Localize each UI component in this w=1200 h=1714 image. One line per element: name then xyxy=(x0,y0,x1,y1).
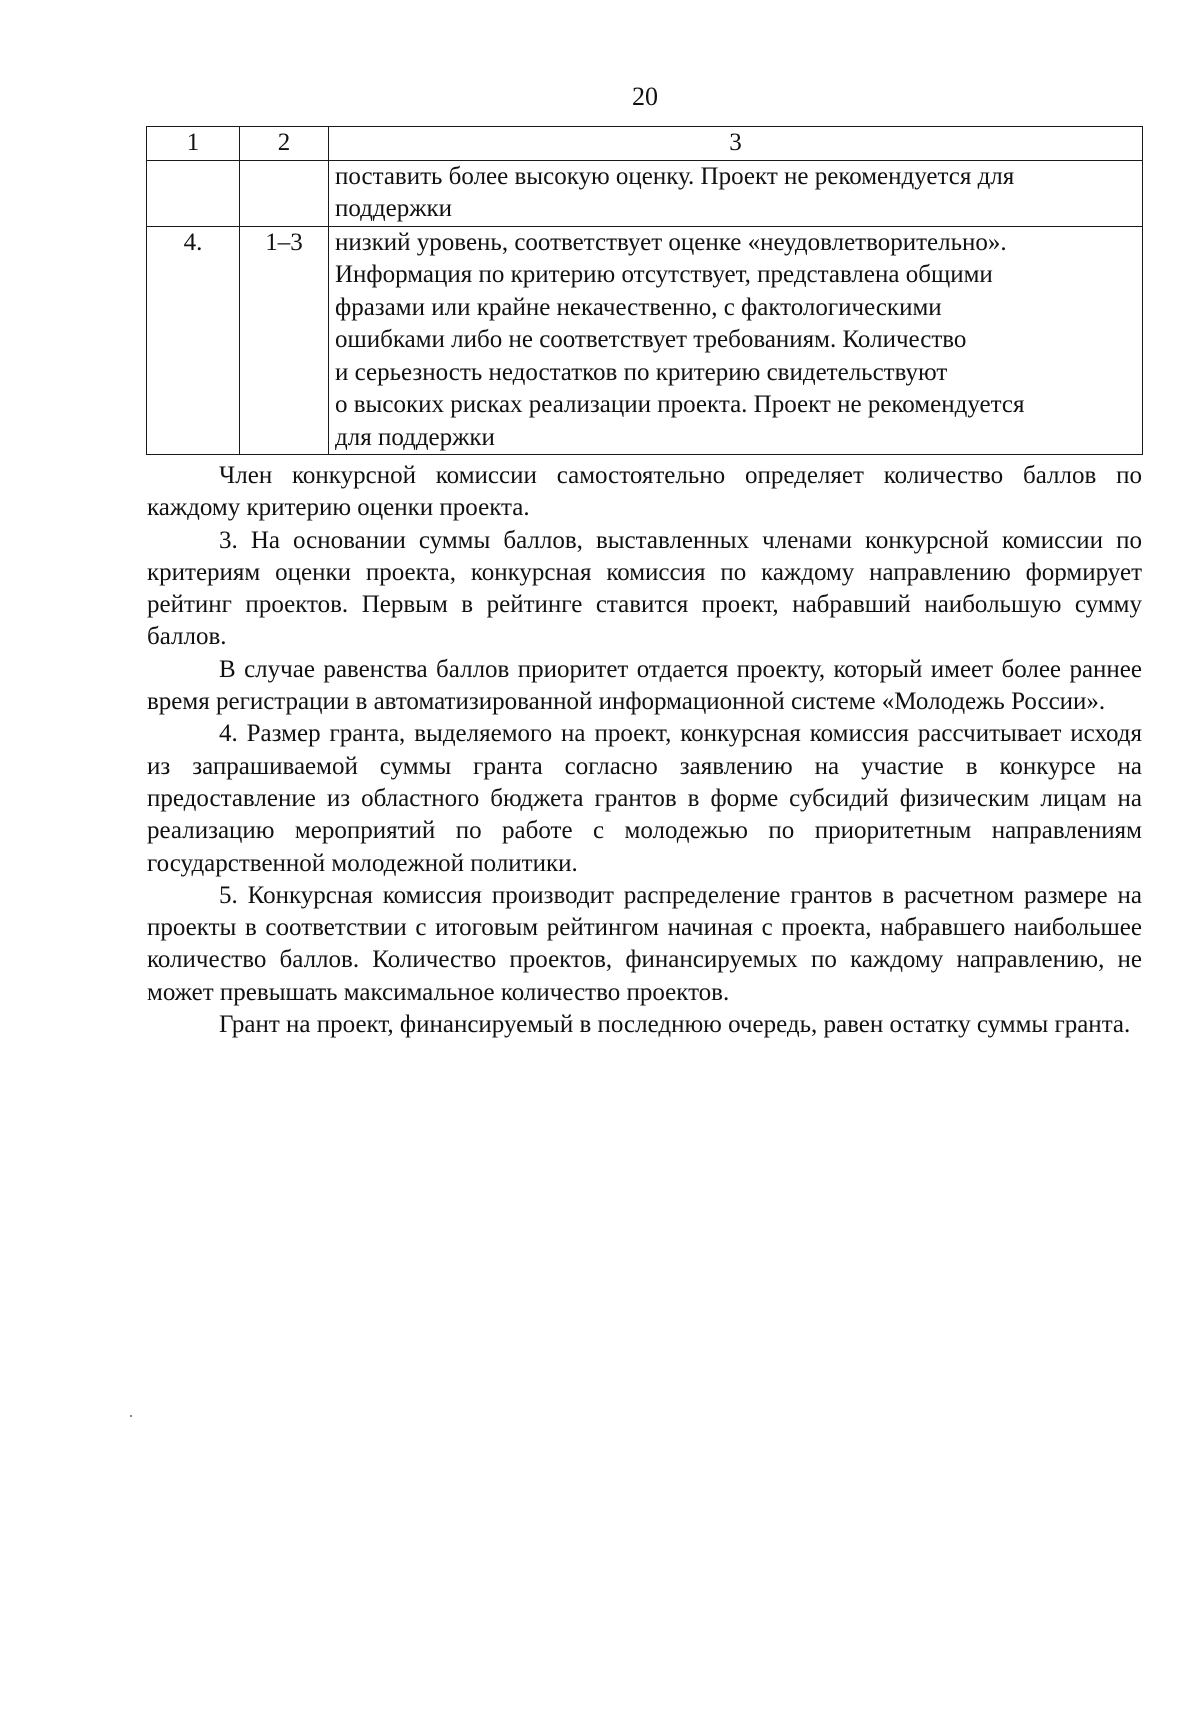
table-cell-description xyxy=(329,226,1143,455)
table-row xyxy=(147,160,1143,226)
table-cell-description: поставить более высокую оценку. Проект не рекомендуется для поддержки xyxy=(329,160,1143,226)
table-cell-line: о высоких рисках реализации проекта. Проект не рекомендуется xyxy=(335,391,1025,418)
table-cell-line: для поддержки xyxy=(335,423,495,451)
table-cell-score xyxy=(240,160,329,226)
paragraph: 5. Конкурсная комиссия производит распределение грантов в расчетном размере на проекты в соответствии с итоговым рейтингом начиная с проекта, набравшего наибольшее количество баллов. Количество проектов, финансируемых по каждому направлению, не может превышать максимальное количество проектов. xyxy=(147,881,1142,1006)
table-header-cell: 1 xyxy=(147,127,240,161)
table-cell-number: 4. xyxy=(147,226,240,455)
body-text xyxy=(147,460,1142,1041)
scan-speck xyxy=(130,1415,132,1417)
evaluation-table xyxy=(146,126,1143,455)
paragraph: Грант на проект, финансируемый в последнюю очередь, равен остатку суммы гранта. xyxy=(219,1011,1131,1039)
table-header-row xyxy=(147,127,1143,161)
table-cell-score: 1–3 xyxy=(240,226,329,455)
table-cell-line: фразами или крайне некачественно, с фактологическими xyxy=(335,293,942,321)
table-cell-line: низкий уровень, соответствует оценке «неудовлетворительно». xyxy=(335,228,1007,256)
paragraph: 3. На основании суммы баллов, выставленных членами конкурсной комиссии по критериям оценки проекта, конкурсная комиссия по каждому направлению формирует рейтинг проектов. Первым в рейтинге ставится проект, набравший наибольшую сумму баллов. xyxy=(147,526,1142,651)
table-cell-number xyxy=(147,160,240,226)
paragraph: Член конкурсной комиссии самостоятельно определяет количество баллов по каждому критерию оценки проекта. xyxy=(147,462,1142,522)
table-cell-line: и серьезность недостатков по критерию свидетельствуют xyxy=(335,358,948,386)
table-cell-line: Информация по критерию отсутствует, представлена общими xyxy=(335,261,993,288)
paragraph: 4. Размер гранта, выделяемого на проект, конкурсная комиссия рассчитывает исходя из запрашиваемой суммы гранта согласно заявлению на участие в конкурсе на предоставление из областного бюджета грантов в форме субсидий физическим лицам на реализацию мероприятий по работе с молодежью по приоритетным направлениям государственной молодежной политики. xyxy=(147,720,1142,877)
table-cell-line: ошибками либо не соответствует требованиям. Количество xyxy=(335,326,967,353)
page-number: 20 xyxy=(632,82,658,111)
table-row xyxy=(147,226,1143,455)
table-header-cell: 3 xyxy=(329,127,1143,161)
table-header-cell: 2 xyxy=(240,127,329,161)
paragraph: В случае равенства баллов приоритет отдается проекту, который имеет более раннее время регистрации в автоматизированной информационной системе «Молодежь России». xyxy=(147,655,1142,716)
